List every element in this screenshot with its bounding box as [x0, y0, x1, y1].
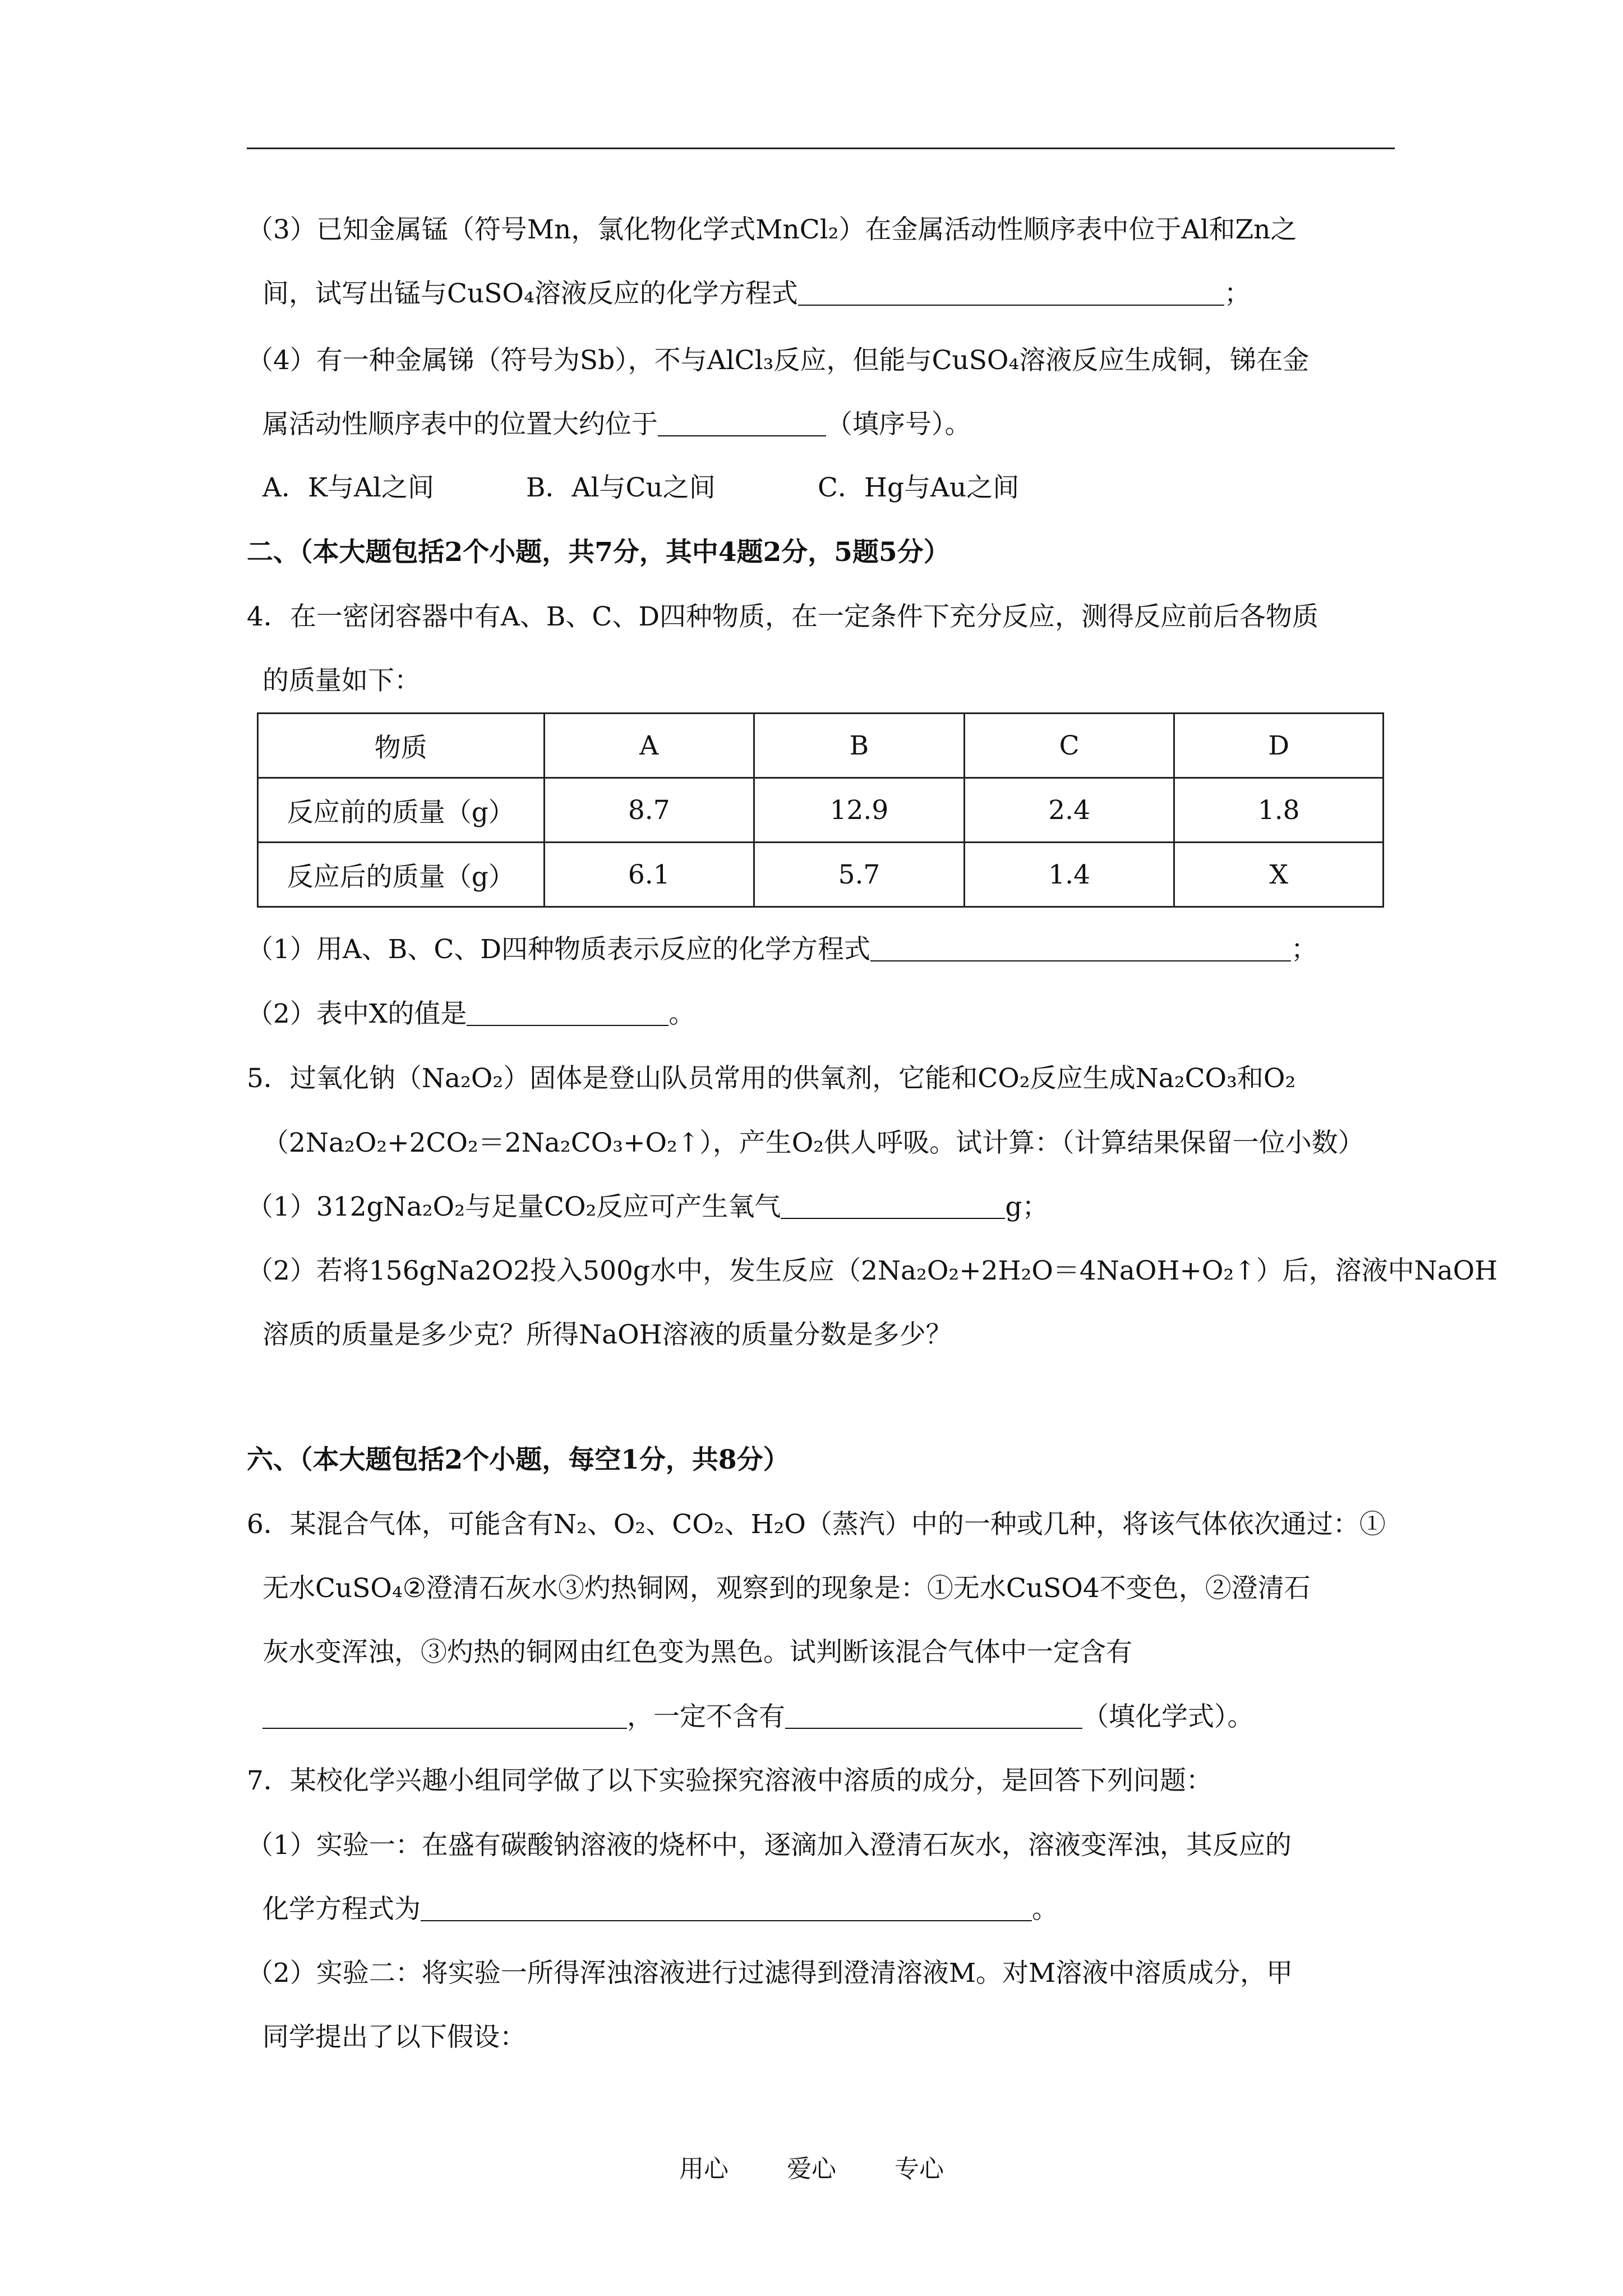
q6-line4-mid: ，一定不含有: [627, 1701, 785, 1732]
answer-blank[interactable]: [798, 282, 1224, 306]
answer-blank[interactable]: [870, 938, 1291, 961]
q5-sub2-line1: （2）若将156gNa2O2投入500g水中，发生反应（2Na₂O₂+2H₂O＝4NaOH+O₂↑）后，溶液中NaOH: [247, 1255, 1498, 1286]
q4-sub2: [247, 999, 695, 1030]
q4-sub2-end: 。: [668, 999, 695, 1029]
table-row: [258, 778, 1384, 843]
q7-sub2-line1: （2）实验二：将实验一所得浑浊溶液进行过滤得到澄清溶液M。对M溶液中溶质成分，甲: [247, 1958, 1293, 1989]
q7-sub1-line2: [262, 1894, 1058, 1925]
q4-line1: 4．在一密闭容器中有A、B、C、D四种物质，在一定条件下充分反应，测得反应前后各物质: [247, 601, 1319, 632]
q6-line2: 无水CuSO₄②澄清石灰水③灼热铜网，观察到的现象是：①无水CuSO4不变色，②澄清石: [262, 1573, 1311, 1604]
q6-line3: 灰水变浑浊，③灼热的铜网由红色变为黑色。试判断该混合气体中一定含有: [262, 1637, 1132, 1668]
page-footer: 用心 爱心 专心: [679, 2155, 944, 2183]
table-cell: 5.7: [754, 843, 965, 907]
q5-sub1-end: g；: [1005, 1191, 1049, 1222]
q5-sub1-text: （1）312gNa₂O₂与足量CO₂反应可产生氧气: [247, 1191, 781, 1222]
answer-blank[interactable]: [785, 1705, 1082, 1729]
q3-3-text: 间，试写出锰与CuSO₄溶液反应的化学方程式: [262, 278, 798, 309]
section2-heading: 二、（本大题包括2个小题，共7分，其中4题2分，5题5分）: [247, 537, 950, 568]
option-b: B．Al与Cu之间: [526, 472, 716, 503]
header-rule: [247, 148, 1395, 149]
q3-3-end: ；: [1224, 278, 1251, 309]
table-cell: 反应后的质量（g）: [258, 843, 545, 907]
section6-heading: 六、（本大题包括2个小题，每空1分，共8分）: [247, 1444, 790, 1475]
mass-table: [257, 712, 1384, 908]
q3-4-options: [262, 472, 1019, 504]
q3-4-end: （填序号）。: [826, 409, 971, 440]
q3-3-line2: [262, 278, 1251, 310]
q3-4-text: 属活动性顺序表中的位置大约位于: [262, 409, 658, 440]
table-cell: X: [1174, 843, 1384, 907]
table-header-cell: B: [754, 714, 965, 778]
table-header-cell: A: [544, 714, 754, 778]
table-cell: 1.8: [1174, 778, 1384, 843]
q5-line2: （2Na₂O₂+2CO₂＝2Na₂CO₃+O₂↑），产生O₂供人呼吸。试计算：（计算结果保留一位小数）: [262, 1128, 1364, 1158]
table-cell: 1.4: [964, 843, 1174, 907]
q3-4-line1: （4）有一种金属锑（符号为Sb），不与AlCl₃反应，但能与CuSO₄溶液反应生成铜，锑在金: [247, 345, 1310, 376]
q4-sub1: [247, 934, 1317, 965]
table-cell: 8.7: [544, 778, 754, 843]
q5-sub2-line2: 溶质的质量是多少克？所得NaOH溶液的质量分数是多少？: [262, 1319, 952, 1350]
table-cell: 反应前的质量（g）: [258, 778, 545, 843]
q4-sub2-text: （2）表中X的值是: [247, 999, 467, 1029]
q4-sub1-text: （1）用A、B、C、D四种物质表示反应的化学方程式: [247, 934, 871, 965]
option-a: A．K与Al之间: [262, 472, 435, 503]
table-cell: 6.1: [544, 843, 754, 907]
q5-sub1: [247, 1191, 1049, 1223]
q4-sub1-end: ；: [1291, 934, 1318, 965]
q4-line2: 的质量如下：: [262, 665, 421, 696]
answer-blank[interactable]: [781, 1195, 1005, 1219]
table-header-cell: C: [964, 714, 1174, 778]
q3-4-line2: [262, 409, 971, 440]
option-c: C．Hg与Au之间: [818, 472, 1020, 503]
table-header-row: [258, 714, 1384, 778]
q7-sub1-text: 化学方程式为: [262, 1894, 421, 1925]
q6-line4-end: （填化学式）。: [1082, 1701, 1254, 1732]
table-header-cell: D: [1174, 714, 1384, 778]
answer-blank[interactable]: [467, 1002, 668, 1026]
q7-sub1-line1: （1）实验一：在盛有碳酸钠溶液的烧杯中，逐滴加入澄清石灰水，溶液变浑浊，其反应的: [247, 1830, 1292, 1861]
answer-blank[interactable]: [421, 1898, 1032, 1921]
q3-3-line1: （3）已知金属锰（符号Mn，氯化物化学式MnCl₂）在金属活动性顺序表中位于Al和Zn之: [247, 214, 1297, 245]
table-cell: 12.9: [754, 778, 965, 843]
q7-line1: 7．某校化学兴趣小组同学做了以下实验探究溶液中溶质的成分，是回答下列问题：: [247, 1765, 1212, 1796]
table-header-cell: 物质: [258, 714, 545, 778]
q6-line1: 6．某混合气体，可能含有N₂、O₂、CO₂、H₂O（蒸汽）中的一种或几种，将该气体依次通过：①: [247, 1509, 1386, 1540]
answer-blank[interactable]: [658, 413, 826, 436]
table-row: [258, 843, 1384, 907]
q7-sub1-end: 。: [1032, 1894, 1058, 1925]
q7-sub2-line2: 同学提出了以下假设：: [262, 2022, 526, 2053]
answer-blank[interactable]: [262, 1705, 627, 1729]
table-cell: 2.4: [964, 778, 1174, 843]
q6-line4: [262, 1701, 1254, 1733]
q5-line1: 5．过氧化钠（Na₂O₂）固体是登山队员常用的供氧剂，它能和CO₂反应生成Na₂CO₃和O₂: [247, 1063, 1296, 1094]
